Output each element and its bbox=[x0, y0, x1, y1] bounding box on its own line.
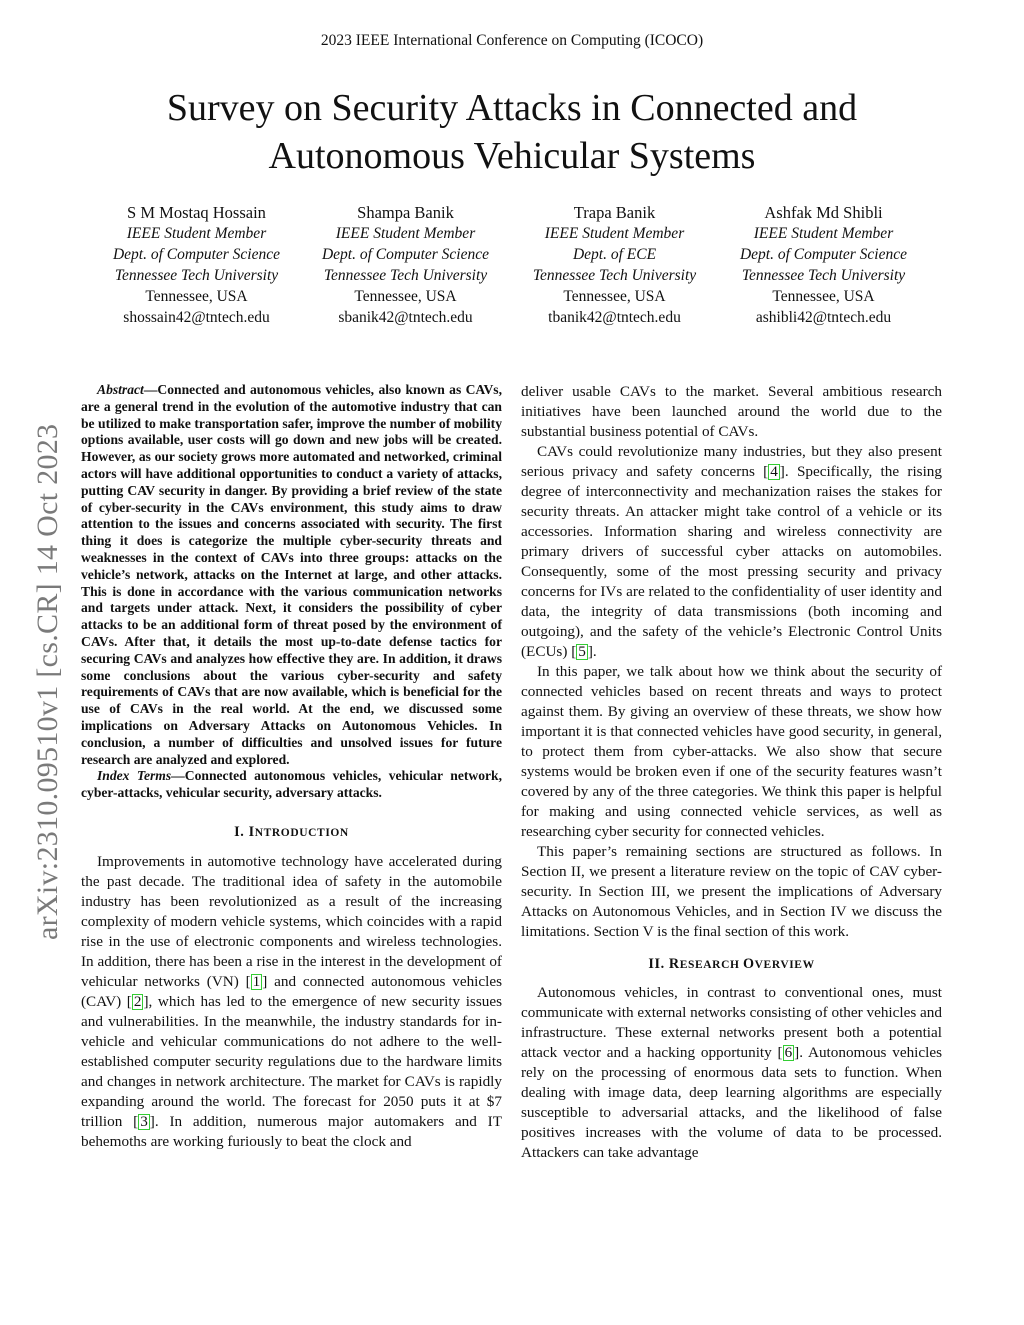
author-location: Tennessee, USA bbox=[354, 288, 457, 305]
intro-paragraph-3: In this paper, we talk about how we think about the security of connected vehicles based on recent threats and ways to protect against them. By giving an overview of these threats, we show how important it is that connected vehicles have good security, in general, to protect them from cyber-attacks. We also show that secure systems would be broken even if one of the security features wasn’t covered by any of the three categories. We think this paper is helpful for making and using connected vehicle services, as well as researching cyber security for connected vehicles. bbox=[521, 663, 942, 840]
text-run: . In addition, numerous major automakers and IT behemoths are working furiously to beat the clock and bbox=[81, 1112, 502, 1150]
intro-paragraph-1: Improvements in automotive technology have accelerated during the past decade. The traditional idea of safety in the automobile industry has been revolutionized as a result of the increasing complexity of modern vehicle systems, which coincides with a rapid rise in the use of electronic components and wireless technologies. In addition, there has been a rise in the interest in the development of vehicular networks (VN) [ 1 ] and connected autonomous vehicles (CAV) [ 2 ], which has led to the emergence of new security issues and vulnerabilities. In the meanwhile, the industry standards for in-vehicle and vehicular communications do not adhere to the well-established computer security regulations due to the hardware limits and changes in network architecture. The market for CAVs is rapidly expanding around the world. The forecast for 2050 puts it at $7 trillion [ 3 ]. In addition, numerous major automakers and IT behemoths are working furiously to beat the clock and bbox=[81, 852, 502, 1150]
text-run: , which has led to the emergence of new security issues and vulnerabilities. In the meanwhile, the industry standards for in-vehicle and vehicular communications do not adhere to the well-established computer security regulations due to the hardware limits and changes in network architecture. The market for CAVs is rapidly expanding around the world. The forecast for 2050 puts it at $7 trillion bbox=[81, 992, 502, 1130]
author-email[interactable]: sbanik42@tntech.edu bbox=[338, 309, 473, 326]
citation-link[interactable]: 6 bbox=[784, 1044, 793, 1061]
author-block bbox=[510, 202, 719, 328]
text-run: . Autonomous vehicles rely on the processing of enormous data sets to function. When dealing with image data, deep learning algorithms are especially susceptible to adversarial attacks, and the likelihood of false positives increases with the volume of data to be processed. Attackers can take advantage bbox=[521, 1044, 942, 1161]
section-heading-part: ESEARCH bbox=[679, 959, 743, 971]
abstract-label: Abstract bbox=[97, 382, 144, 397]
author-location: Tennessee, USA bbox=[563, 288, 666, 305]
author-name: Shampa Banik bbox=[357, 203, 454, 222]
abstract bbox=[81, 382, 502, 768]
paper-title bbox=[92, 84, 932, 180]
author-block bbox=[719, 202, 928, 328]
left-column bbox=[81, 382, 502, 1152]
author-department: Dept. of Computer Science bbox=[112, 246, 280, 263]
citation-link[interactable]: 4 bbox=[770, 463, 778, 480]
section-heading-rest: VERVIEW bbox=[754, 959, 815, 971]
author-email[interactable]: tbanik42@tntech.edu bbox=[548, 309, 681, 326]
text-run: CAVs could revolutionize many industries, but they also present serious privacy and safety concerns bbox=[521, 443, 942, 480]
author-university: Tennessee Tech University bbox=[323, 267, 488, 284]
research-paragraph-1: Autonomous vehicles, in contrast to conventional ones, must communicate with external networks consisting of other vehicles and infrastructure. These external networks present both a potential attack vector and a hacking opportunity [ 6 ]. Autonomous vehicles rely on the processing of enormous data sets to function. When dealing with image data, deep learning algorithms are especially susceptible to adversarial attacks, and the likelihood of false positives increases with the volume of data to be processed. Attackers can take advantage bbox=[521, 984, 942, 1161]
author-university: Tennessee Tech University bbox=[532, 267, 697, 284]
citation-link[interactable]: 2 bbox=[133, 992, 142, 1010]
index-terms-label: Index Terms bbox=[97, 768, 172, 784]
section-heading-research-overview bbox=[521, 954, 942, 975]
author-department: Dept. of Computer Science bbox=[739, 246, 907, 263]
author-name: Trapa Banik bbox=[573, 203, 656, 222]
right-column bbox=[521, 382, 942, 1163]
section-heading-rest: NTRODUCTION bbox=[254, 826, 349, 839]
index-terms-text: —Connected autonomous vehicles, vehicular network, cyber-attacks, vehicular security, adversary attacks. bbox=[81, 768, 503, 801]
author-membership: IEEE Student Member bbox=[753, 225, 894, 242]
citation-link[interactable]: 1 bbox=[252, 972, 261, 990]
conference-header: 2023 IEEE International Conference on Computing (ICOCO) bbox=[320, 32, 704, 49]
author-membership: IEEE Student Member bbox=[126, 225, 267, 242]
author-location: Tennessee, USA bbox=[772, 288, 875, 305]
author-block bbox=[301, 202, 510, 328]
author-name: S M Mostaq Hossain bbox=[127, 203, 266, 222]
citation-link[interactable]: 5 bbox=[578, 643, 586, 660]
author-email[interactable]: shossain42@tntech.edu bbox=[123, 309, 270, 326]
author-department: Dept. of ECE bbox=[572, 246, 657, 263]
text-run: . bbox=[592, 643, 597, 660]
abstract-text: —Connected and autonomous vehicles, also known as CAVs, are a general trend in the evolution of the automotive industry that can be utilized to make transportation safer, improve the number of mobility options available, user costs will go down and new jobs will be created. However, as our society grows more automated and networked, criminal actors will have additional opportunities to conduct a variety of attacks, putting CAV security in danger. By providing a brief review of the state of cyber-security in the CAVs environment, this study aims to draw attention to the issues and concerns associated with security. The first thing it does is categorize the multiple cyber-security threats and weaknesses in the context of CAVs into three groups: attacks on the vehicle’s network, attacks on the Internet at large, and other attacks. This is done in accordance with the various communication networks and targets under attack. Next, it considers the possibility of cyber attacks to be an additional form of threat posed by the environment of CAVs. After that, it details the most up-to-date defense tactics for securing CAVs and analyzes how effective they are. In addition, it draws some conclusions about the various cyber-security and safety requirements of CAVs that are now available, which is beneficial for the use of CAVs in the real world. At the end, we discussed some implications on Adversary Attacks on Autonomous Vehicles. In conclusion, a number of difficulties and unsolved issues for future research are analyzed and explored. bbox=[81, 382, 502, 767]
author-department: Dept. of Computer Science bbox=[321, 246, 489, 263]
arxiv-identifier[interactable]: arXiv:2310.09510v1 [cs.CR] 14 Oct 2023 bbox=[31, 423, 64, 940]
author-membership: IEEE Student Member bbox=[335, 225, 476, 242]
intro-paragraph-4: This paper’s remaining sections are structured as follows. In Section II, we present a literature review on the topic of CAV cyber-security. In Section III, we present the implications of Adversary Attacks on Autonomous Vehicles, and in Section IV we discuss the limitations. Section V is the final section of this work. bbox=[521, 843, 942, 940]
title-line-1: Survey on Security Attacks in Connected and bbox=[166, 87, 858, 129]
section-heading-introduction bbox=[81, 822, 502, 843]
author-block bbox=[92, 202, 301, 328]
author-list bbox=[92, 202, 928, 328]
author-email[interactable]: ashibli42@tntech.edu bbox=[755, 309, 892, 326]
section-heading-numeral: I. I bbox=[234, 823, 255, 840]
text-run: . Specifically, the rising degree of interconnectivity and mechanization raises the stakes for security threats. An attacker might take control of a vehicle or its accessories. Information sharing and wireless connectivity are primary drivers of successful cyber attacks on automobiles. Consequently, some of the most pressing security and privacy concerns for IVs are related to the confidentiality of user identity and data, the integrity of data transmissions (both incoming and outgoing), and the safety of the vehicle’s Electronic Control Units (ECUs) bbox=[521, 463, 942, 660]
author-location: Tennessee, USA bbox=[145, 288, 248, 305]
text-run: Autonomous vehicles, in contrast to conventional ones, must communicate with external networks consisting of other vehicles and infrastructure. These external networks present both a potential attack vector and a hacking opportunity bbox=[521, 984, 942, 1061]
author-university: Tennessee Tech University bbox=[741, 267, 906, 284]
text-run: Improvements in automotive technology have accelerated during the past decade. The traditional idea of safety in the automobile industry has been revolutionized as a result of the increasing complexity of modern vehicle systems, which coincides with a rapid rise in the use of electronic components and wireless technologies. In addition, there has been a rise in the interest in the development of vehicular networks (VN) bbox=[81, 852, 502, 990]
author-university: Tennessee Tech University bbox=[114, 267, 279, 284]
intro-paragraph-1-continued: deliver usable CAVs to the market. Several ambitious research initiatives have been launched around the world due to the substantial business potential of CAVs. bbox=[521, 383, 942, 440]
section-heading-numeral: II. R bbox=[648, 956, 680, 972]
text-run: and connected autonomous vehicles (CAV) bbox=[81, 972, 502, 1010]
author-membership: IEEE Student Member bbox=[544, 225, 685, 242]
author-name: Ashfak Md Shibli bbox=[764, 203, 883, 222]
intro-paragraph-2: CAVs could revolutionize many industries, but they also present serious privacy and safety concerns [ 4 ]. Specifically, the rising degree of interconnectivity and mechanization raises the stakes for security threats. An attacker might take control of a vehicle or its accessories. Information sharing and wireless connectivity are primary drivers of successful cyber attacks on automobiles. Consequently, some of the most pressing security and privacy concerns for IVs are related to the confidentiality of user identity and data, the integrity of data transmissions (both incoming and outgoing), and the safety of the vehicle’s Electronic Control Units (ECUs) [ 5 ]. bbox=[521, 443, 942, 660]
index-terms bbox=[81, 768, 502, 802]
citation-link[interactable]: 3 bbox=[140, 1112, 148, 1130]
section-heading-capital: O bbox=[743, 956, 755, 972]
title-line-2: Autonomous Vehicular Systems bbox=[268, 135, 756, 177]
